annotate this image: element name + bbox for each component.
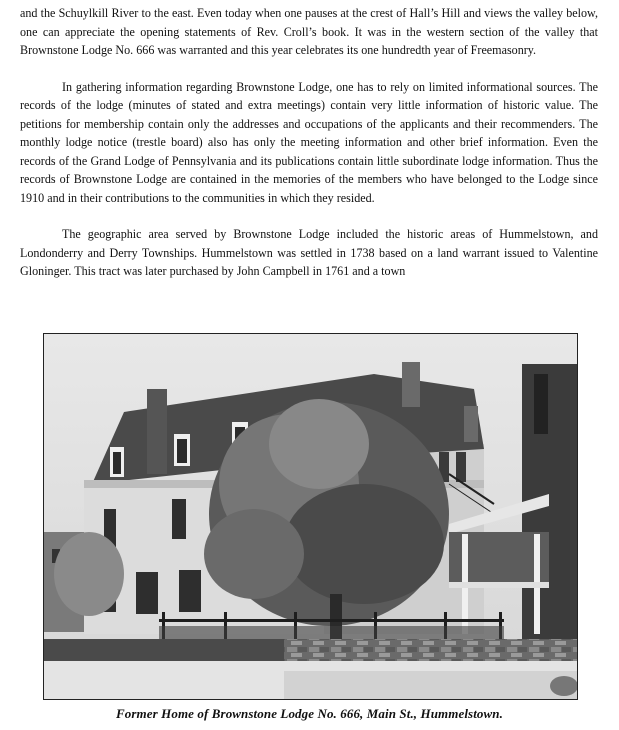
paragraph-3: The geographic area served by Brownstone Lodge included the historic areas of Hummelstown, and Londonderry and Derry Townships. Hummelstown was settled in 1738 based on a land warrant issued to Valentine Gloninger. This tract was later purchased by John Campbell in 1761 and a town bbox=[20, 227, 598, 278]
lodge-building-photo bbox=[43, 333, 578, 700]
photo-illustration bbox=[44, 334, 577, 699]
photo-caption: Former Home of Brownstone Lodge No. 666, Main St., Hummelstown. bbox=[116, 706, 503, 721]
body-text bbox=[20, 4, 598, 299]
paragraph-1: and the Schuylkill River to the east. Even today when one pauses at the crest of Hall’s Hill and views the valley below, one can appreciate the opening statements of Rev. Croll’s book. It was in the western section of the valley that Brownstone Lodge No. 666 was warranted and this year celebrates its one hundredth year of Freemasonry. bbox=[20, 6, 598, 57]
paragraph-2: In gathering information regarding Brownstone Lodge, one has to rely on limited informational sources. The records of the lodge (minutes of stated and extra meetings) contain very little information of historic value. The petitions for membership contain only the addresses and occupations of the applicants and their recommenders. The monthly lodge notice (trestle board) also has only the meeting information and other brief information. Even the records of the Grand Lodge of Pennsylvania and its publications contain little subordinate lodge information. Thus the records of Brownstone Lodge are contained in the memories of the members who have belonged to the Lodge since 1910 and in their contributions to the communities in which they resided. bbox=[20, 79, 598, 205]
